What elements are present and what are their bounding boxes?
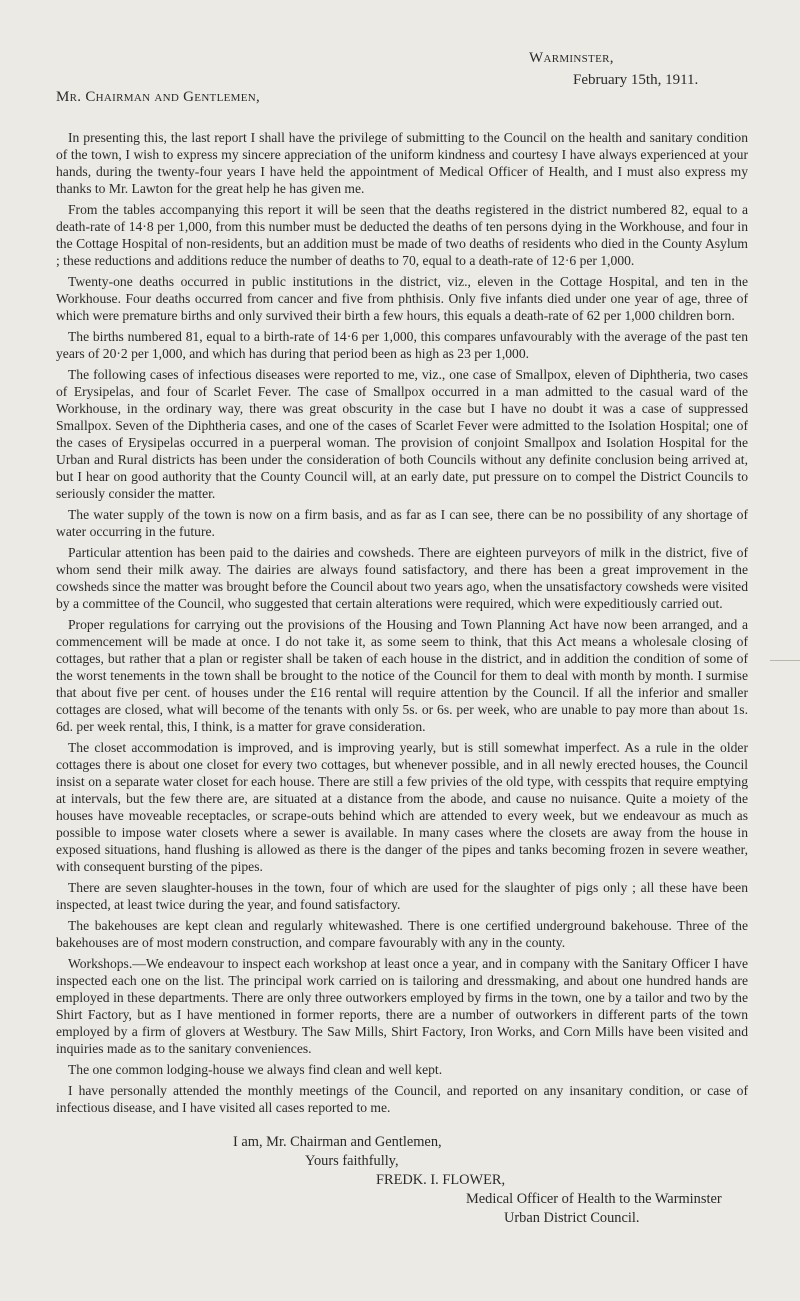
signature: FREDK. I. FLOWER, (376, 1172, 506, 1188)
paragraph: In presenting this, the last report I shall have the privilege of submitting to the Council on the health and sanitary condition of the town, I wish to express my sincere appreciation of the uniform kindness and courtesy I have always experienced at your hands, during the twenty-four years I have held the appointment of Medical Officer of Health, and I must also express my thanks to Mr. Lawton for the great help he has given me. (56, 130, 748, 196)
paragraph: Workshops.—We endeavour to inspect each workshop at least once a year, and in company with the Sanitary Officer I have inspected each one on the list. The principal work carried on is tailoring and dressmaking, and about one hundred hands are employed in these departments. There are only three outworkers employed by firms in the town, one by a tailor and two by the Shirt Factory, but as I have mentioned in former reports, there are a number of outworkers in different parts of the town employed by a firm of glovers at Westbury. The Saw Mills, Shirt Factory, Iron Works, and Corn Mills have been visited and inquiries made as to the sanitary conveniences. (56, 956, 748, 1056)
paragraph: The one common lodging-house we always find clean and well kept. (68, 1062, 443, 1077)
paragraph: The following cases of infectious diseases were reported to me, viz., one case of Smallpox, eleven of Diphtheria, two cases of Erysipelas, and four of Scarlet Fever. The case of Smallpox occurred in a man admitted to the casual ward of the Workhouse, in the ordinary way, there was great obscurity in the case but I have no doubt it was a case of suppressed Smallpox. Seven of the Diphtheria cases, and one of the cases of Scarlet Fever were admitted to the Isolation Hospital; one of the cases of Erysipelas occurred in a puerperal woman. The provision of conjoint Smallpox and Isolation Hospital for the Urban and Rural districts has been under the consideration of both Councils without any definite conclusion being arrived at, but I hear on good authority that the County Council will, at an early date, put pressure on to compel the District Councils to seriously consider the matter. (56, 367, 748, 501)
paragraph: Twenty-one deaths occurred in public institutions in the district, viz., eleven in the Cottage Hospital, and ten in the Workhouse. Four deaths occurred from cancer and five from phthisis. Only five infants died under one year of age, three of which were premature births and only survived their birth a few hours, this equals a death-rate of 62 per 1,000 children born. (56, 274, 748, 323)
letter-date: February 15th, 1911. (573, 72, 699, 88)
closing-valediction: Yours faithfully, (305, 1153, 399, 1169)
salutation: Mr. Chairman and Gentlemen, (56, 89, 261, 105)
paragraph: The bakehouses are kept clean and regularly whitewashed. There is one certified underground bakehouse. Three of the bakehouses are of most modern construction, and compare favourably with any in the county. (56, 918, 748, 950)
letter-body (56, 129, 748, 1120)
signatory-title: Medical Officer of Health to the Warminster (466, 1191, 722, 1207)
page-edge-mark (770, 660, 800, 661)
signatory-title-continued: Urban District Council. (504, 1210, 640, 1226)
paragraph: There are seven slaughter-houses in the town, four of which are used for the slaughter of pigs only ; all these have been inspected, at least twice during the year, and found satisfactory. (56, 880, 748, 912)
closing-line: I am, Mr. Chairman and Gentlemen, (233, 1134, 442, 1150)
paragraph: Particular attention has been paid to the dairies and cowsheds. There are eighteen purveyors of milk in the district, five of whom send their milk away. The dairies are always found satisfactory, and there has been a great improvement in the cowsheds since the matter was brought before the Council about two years ago, when the unsatisfactory cowsheds were visited by a committee of the Council, who suggested that certain alterations were required, which were expeditiously carried out. (56, 545, 748, 611)
paragraph: Proper regulations for carrying out the provisions of the Housing and Town Planning Act have now been arranged, and a commencement will be made at once. I do not take it, as some seem to think, that this Act means a wholesale closing of cottages, but rather that a plan or register shall be taken of each house in the district, and in addition the condition of some of the worst tenements in the town shall be brought to the notice of the Council for them to deal with month by month. I surmise that about five per cent. of houses under the £16 rental will require attention by the Council. If all the inferior and smaller cottages are closed, what will become of the tenants with only 5s. or 6s. per week, who are unable to pay more than about 1s. 6d. per week rental, this, I think, is a matter for grave consideration. (56, 617, 748, 734)
paragraph: The water supply of the town is now on a firm basis, and as far as I can see, there can be no possibility of any shortage of water occurring in the future. (56, 507, 748, 539)
letter-place: Warminster, (529, 50, 614, 66)
paragraph: The closet accommodation is improved, and is improving yearly, but is still somewhat imperfect. As a rule in the older cottages there is about one closet for every two cottages, but whenever possible, and in all newly erected houses, the Council insist on a separate water closet for each house. There are still a few privies of the old type, with cesspits that require emptying at intervals, but the few there are, are situated at a distance from the abode, and cause no nuisance. Quite a moiety of the houses have moveable receptacles, or scrape-outs behind which are attended to every week, but we endeavour as much as possible to impose water closets where a sewer is available. In many cases where the closets are away from the house in exposed situations, hand flushing is allowed as there is the danger of the pipes and tanks becoming frozen in severe weather, with consequent bursting of the pipes. (56, 740, 748, 874)
paragraph: The births numbered 81, equal to a birth-rate of 14·6 per 1,000, this compares unfavourably with the average of the past ten years of 20·2 per 1,000, and which has during that period been as high as 23 per 1,000. (56, 329, 748, 361)
paragraph: From the tables accompanying this report it will be seen that the deaths registered in the district numbered 82, equal to a death-rate of 14·8 per 1,000, from this number must be deducted the deaths of ten persons dying in the Workhouse, and four in the Cottage Hospital of non-residents, but an addition must be made of two deaths of residents who died in the County Asylum ; these reductions and additions reduce the number of deaths to 70, equal to a death-rate of 12·6 per 1,000. (56, 202, 748, 268)
paragraph: I have personally attended the monthly meetings of the Council, and reported on any insanitary condition, or case of infectious disease, and I have visited all cases reported to me. (56, 1083, 748, 1115)
